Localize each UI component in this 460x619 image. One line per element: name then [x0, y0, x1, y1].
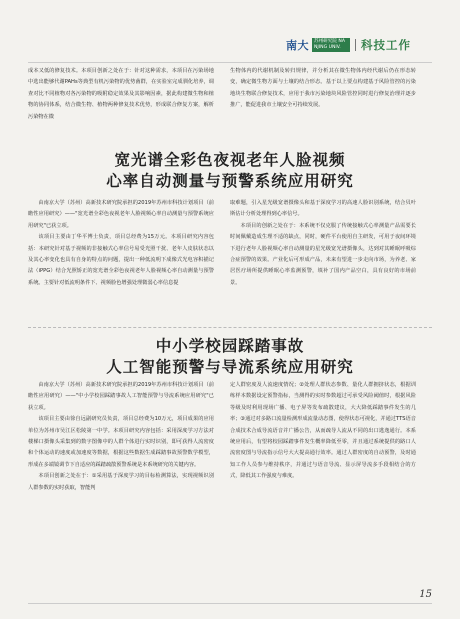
paragraph: 由南京大学（苏州）高新技术研究院承担的2019年苏州市科技计划项目（前瞻性应用研究）——"中小学校园踩踏事故人工智能预警与导流系统应用研究"已获立项。	[28, 382, 214, 411]
column-right	[230, 380, 416, 494]
paragraph: 定人群密度及人流速度情况；②处理人群状态参数、量化人群拥挤状态，根据训练样本数据设定预警指标，当测得的实时参数超过可承受风险阈值时，根据风险等级及时利用现场广播、电子屏等发布疏散建议，大大降低踩踏事件发生的几率；③通过对多路口流量检测形成流量动态图，使得状态可视化，并通过TTS语音合成技术合成导流语音并广播公告，从而疏导人流从不同的出口逃逸通行。本系统应用后，有望将校园踩踏事件发生概率降低至零，并且通过系统提供的路口人流密度图与导流指示信号大大提高通行效率。通过人群密度的自动预警，及时通知工作人员参与维持秩序，并通过与语音导流、显示屏导流多手段相结合的方式，降低其工作强度与难度。	[230, 382, 416, 480]
paragraph: 该项目主要由丁华平博士负责，项目总经费为15万元。本项目研究内容包括：本研究针对基于视频的非接触式心率信号易受光照干扰、老年人皮肤状态以及其心率变化也具有自身的特点的问题，提出一种低流明下成像式光电容积描记法（iPPG）结合光照矫正的宽光谱全彩色夜视老年人脸视频心率自动测量与预警系统。主要针对低流明条件下、视频脸色增强处理微弱心率信息提	[28, 234, 214, 286]
article-title-line: 人工智能预警与导流系统应用研究	[106, 358, 354, 376]
paragraph: 生物体内的代谢机制及转归规律，并分析其在微生物体内经代谢后仍在形态转变，确定微生物方面与土壤的结合形态。基于以上要点构建基于风险管控的污染地块生物联合修复技术，应用于我市污染地块风险管控同时进行修复治理并逐步推广，能促进我市土壤安全可持续发展。	[230, 68, 416, 109]
article-title-line: 中小学校园踩踏事故	[155, 337, 305, 355]
column-right	[230, 198, 416, 289]
footer-rule	[28, 603, 432, 604]
article-title	[0, 336, 460, 378]
article-continued-body	[28, 66, 416, 123]
header-brand	[286, 36, 411, 54]
paragraph: 本项目创新之处在于：①采用基于深度学习的目标检测算法，实现视频识别人群参数的实时获取，智能判	[28, 473, 214, 491]
article-body	[28, 380, 416, 494]
brand-subtitle-badge: 苏州研究院 NANJING UNIV.	[312, 38, 350, 51]
column-right	[230, 66, 416, 123]
brand-name: 南大	[286, 39, 309, 52]
header-divider	[355, 39, 356, 51]
article-divider	[28, 327, 432, 328]
header-rule	[28, 62, 432, 63]
section-title: 科技工作	[361, 38, 411, 52]
article-body	[28, 198, 416, 289]
paragraph: 该项目主要由徐自远副研究员负责，项目总经费为10万元，项目成果的应用单位为苏州市吴江区松陵第一中学。本项目研究内容包括：采用深度学习方法对楼梯口摄像头采集到的数字图像中的人群个体进行实时识别，即可获得人流密度和个体运动的速度或加速度等数据，根据这些数据生成踩踏事故预警数学模型，形成在多端镜调节下自适应的踩踏疏散预警系统是本系统研究的关键内容。	[28, 416, 214, 468]
article-title-line: 心率自动测量与预警系统应用研究	[106, 172, 354, 190]
paragraph: 取难题，引入星光级宽谱摄像头和基于深度学习的高速人脸识别系统，结合贝叶斯估计分析处理得到心率信号。	[230, 200, 416, 218]
paragraph: 由南京大学（苏州）高新技术研究院承担的2019年苏州市科技计划项目（前瞻性应用研究）——"宽光谱全彩色夜视老年人脸视频心率自动测量与预警系统应用研究"已获立项。	[28, 200, 214, 229]
column-left	[28, 66, 214, 123]
column-left	[28, 380, 214, 494]
page-number: 15	[419, 589, 432, 600]
paragraph: 本项目的创新之处在于：本系统不仅克服了传统接触式心率测量产品需要长时间佩戴造成生理不适的缺点，同时，硬件平台使用自主研发，可用于夜间环境下进行老年人脸视频心率自动测量的星光级宽光谱摄像头，达到对其睡眠呼吸综合症预警的效果。产业化后可形成产品，未来有望进一步走向市场，为养老、家居医疗场所提供睡眠心率监测预警，填补了国内产品空白，具有良好的市场前景。	[230, 222, 416, 286]
article-title	[0, 150, 460, 192]
paragraph: 成本又低的修复技术。本项目创新之处在于：针对这种需求，本项目在污染场地中选出能够代谢PAHs等典型有机污染物的优势菌群，在实验室完成驯化培养，调查对比不同植物对各污染物的吸附稳定效果及其影响因素，据此构建微生物和植物的协同体系，结合微生物、植物两种修复技术优势，形成联合修复方案，解析污染物在微	[28, 68, 214, 120]
article-title-line: 宽光谱全彩色夜视老年人脸视频	[114, 151, 346, 169]
column-left	[28, 198, 214, 289]
page-header	[0, 0, 460, 58]
